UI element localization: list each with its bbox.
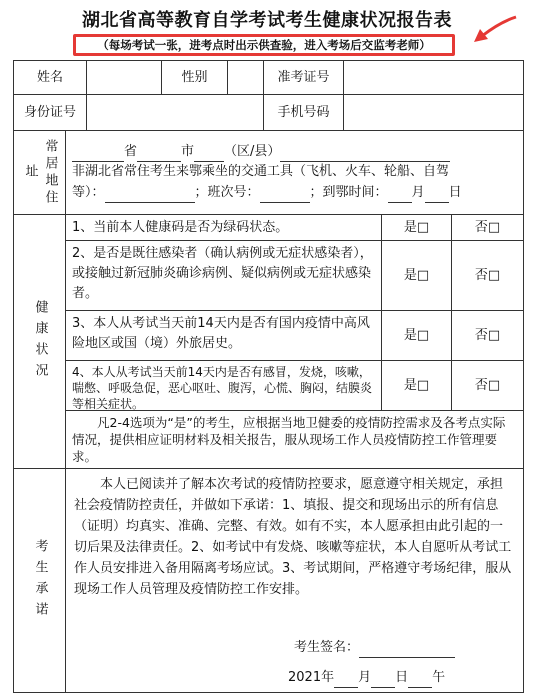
health-note: 凡2-4选项为“是”的考生，应根据当地卫健委的疫情防控需求及各考点实际情况，提供相应证明材料及相关报告，服从现场工作人员疫情防控工作管理要求。 xyxy=(66,411,524,469)
name-field[interactable] xyxy=(87,61,162,95)
arrow-icon xyxy=(468,14,518,44)
date-line: 2021年 月 日 午 xyxy=(288,667,445,688)
health-item-4-text: 4、本人从考试当天前14天内是否有感冒，发烧，咳嗽，喘憋、呼吸急促，恶心呕吐、腹泻，心慌、胸闷，结膜炎等相关症状。 xyxy=(66,361,382,411)
address-label: 常居地住址 xyxy=(14,131,66,215)
promise-text: 本人已阅读并了解本次考试的疫情防控要求，愿意遵守相关规定，承担社会疫情防控责任，并做如下承诺：1、填报、提交和现场出示的所有信息（证明）均真实、准确、完整、有效。如有不实，本人愿承担由此引起的一切后果及法律责任。2、如考试中有发烧、咳嗽等症状，本人自愿听从考试工作人员安排进入备用隔离考场应试。3、考试期间，严格遵守考场纪律，服从现场工作人员管理及疫情防控工作安排。 xyxy=(74,477,512,597)
signature-line: 考生签名： xyxy=(294,637,455,658)
health-item-1-yes[interactable]: 是□ xyxy=(382,215,452,241)
health-label: 健康状况 xyxy=(14,215,66,469)
id-label: 身份证号 xyxy=(14,95,87,131)
form-title: 湖北省高等教育自学考试考生健康状况报告表 xyxy=(82,10,452,31)
train-no-field[interactable] xyxy=(260,182,310,203)
health-item-1-no[interactable]: 否□ xyxy=(452,215,524,241)
street-field[interactable] xyxy=(280,141,450,162)
exam-no-label: 准考证号 xyxy=(264,61,344,95)
report-form-table xyxy=(13,60,524,693)
phone-field[interactable] xyxy=(344,95,524,131)
transport-line1: 非湖北省常住考生来鄂乘坐的交通工具（飞机、火车、轮船、自驾 xyxy=(72,164,450,179)
gender-field[interactable] xyxy=(228,61,264,95)
notice-text: （每场考试一张，进考点时出示供查验，进入考场后交监考老师） xyxy=(97,38,431,52)
promise-section xyxy=(66,469,524,693)
health-item-2-text: 2、是否是既往感染者（确认病例或无症状感染者），或接触过新冠肺炎确诊病例、疑似病例或无症状感染者。 xyxy=(66,241,382,311)
arrival-day-field[interactable] xyxy=(425,182,449,203)
address-section: 省 市 （区/县） 非湖北省常住考生来鄂乘坐的交通工具（飞机、火车、轮船、自驾 等）： ；班次号： ；到鄂时间： 月 日 xyxy=(66,131,524,215)
health-item-3-text: 3、本人从考试当天前14天内是否有国内疫情中高风险地区或国（境）外旅居史。 xyxy=(66,311,382,361)
notice-box xyxy=(73,34,455,56)
district-field[interactable] xyxy=(194,141,224,162)
transport-field[interactable] xyxy=(105,182,195,203)
health-item-3-yes[interactable]: 是□ xyxy=(382,311,452,361)
exam-no-field[interactable] xyxy=(344,61,524,95)
sign-month-field[interactable] xyxy=(334,667,358,688)
health-item-1-text: 1、当前本人健康码是否为绿码状态。 xyxy=(66,215,382,241)
gender-label: 性别 xyxy=(162,61,228,95)
promise-label: 考生承诺 xyxy=(14,469,66,693)
health-item-4-no[interactable]: 否□ xyxy=(452,361,524,411)
signature-field[interactable] xyxy=(359,637,455,658)
name-label: 姓名 xyxy=(14,61,87,95)
province-field[interactable] xyxy=(72,141,124,162)
id-field[interactable] xyxy=(87,95,264,131)
city-field[interactable] xyxy=(137,141,181,162)
health-item-4-yes[interactable]: 是□ xyxy=(382,361,452,411)
health-item-2-yes[interactable]: 是□ xyxy=(382,241,452,311)
phone-label: 手机号码 xyxy=(264,95,344,131)
health-item-2-no[interactable]: 否□ xyxy=(452,241,524,311)
sign-day-field[interactable] xyxy=(371,667,395,688)
health-item-3-no[interactable]: 否□ xyxy=(452,311,524,361)
arrival-month-field[interactable] xyxy=(388,182,412,203)
sign-ampm-field[interactable] xyxy=(408,667,432,688)
